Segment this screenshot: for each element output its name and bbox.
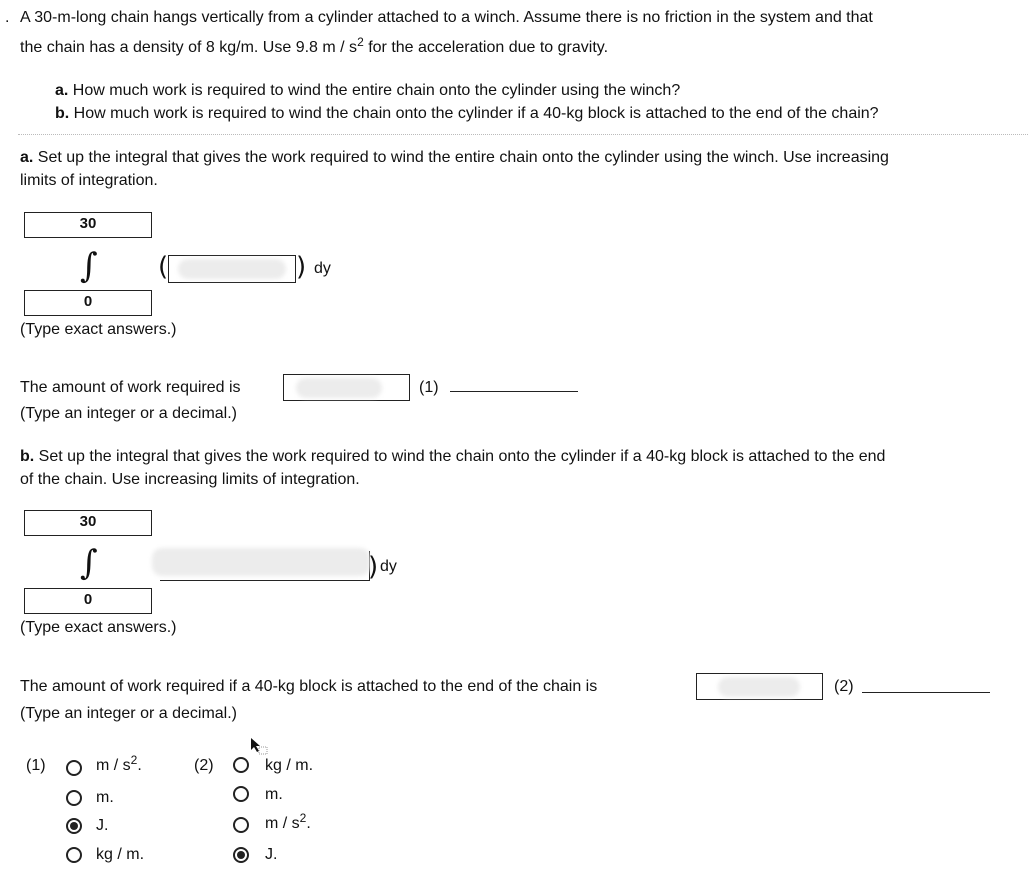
bullet-dot: . [5,9,10,26]
problem-part-b: b. How much work is required to wind the chain onto the cylinder if a 40-kg block is attached to the end of the chain? [55,105,879,122]
choices2-option-kgm: kg / m. [265,757,314,774]
part-b-instruction-line2: of the chain. Use increasing limits of integration. [20,471,360,488]
mouse-pointer-icon [250,737,272,759]
integral-sign-icon: ∫ [80,543,98,583]
choices2-option-m: m. [265,786,283,803]
choices2-radio-kgm[interactable] [233,757,249,773]
part-b-work-hint: (Type an integer or a decimal.) [20,705,237,722]
redacted-area [152,548,370,576]
part-a-upper-limit[interactable]: 30 [24,212,152,238]
choices1-radio-ms2[interactable] [66,760,82,776]
choices2-radio-ms2[interactable] [233,817,249,833]
redacted-area [178,259,286,279]
part-b-unit-marker: (2) [834,678,854,695]
redacted-area [296,378,382,398]
part-a-unit-marker: (1) [419,379,439,396]
part-b-hint: (Type exact answers.) [20,619,177,636]
choices1-radio-j[interactable] [66,818,82,834]
choices2-option-ms2: m / $s^2$. [265,811,311,832]
part-b-upper-limit[interactable]: 30 [24,510,152,536]
choices2-label: (2) [194,757,214,774]
choices1-radio-kgm[interactable] [66,847,82,863]
part-a-work-label: The amount of work required is [20,379,241,396]
part-a-instruction-line2: limits of integration. [20,172,158,189]
choices1-option-kgm: kg / m. [96,846,145,863]
problem-part-a: a. How much work is required to wind the entire chain onto the cylinder using the winch? [55,82,681,99]
choices1-option-m: m. [96,789,114,806]
part-b-unit-blank[interactable] [862,692,990,693]
part-b-work-label: The amount of work required if a 40-kg block is attached to the end of the chain is [20,678,598,695]
close-paren: ) [296,252,307,282]
part-a-dy: dy [314,260,331,277]
choices1-option-j: J. [96,817,109,834]
close-paren: ) [368,552,379,582]
part-a-lower-limit[interactable]: 0 [24,290,152,316]
choices1-option-ms2: m / $s^2$. [96,753,142,774]
part-a-hint: (Type exact answers.) [20,321,177,338]
redacted-area [718,677,800,697]
choices1-radio-m[interactable] [66,790,82,806]
part-b-instruction: b. Set up the integral that gives the work required to wind the chain onto the cylinder if a 40-kg block is attached to the end [20,448,886,465]
choices1-label: (1) [26,757,46,774]
problem-line2: the chain has a density of 8 kg/m. Use 9.8 m / $s^2$ for the acceleration due to gravity. [20,35,609,56]
part-b-lower-limit[interactable]: 0 [24,588,152,614]
choices2-radio-j[interactable] [233,847,249,863]
problem-line1: A 30-m-long chain hangs vertically from a cylinder attached to a winch. Assume there is no friction in the system and that [20,9,873,26]
part-b-dy: dy [380,558,397,575]
divider [18,134,1028,135]
choices2-option-j: J. [265,846,278,863]
part-a-instruction: a. Set up the integral that gives the work required to wind the entire chain onto the cylinder using the winch. Use increasing [20,149,889,166]
choices2-radio-m[interactable] [233,786,249,802]
part-a-unit-blank[interactable] [450,391,578,392]
open-paren: ( [158,252,169,282]
integral-sign-icon: ∫ [80,246,98,286]
part-a-work-hint: (Type an integer or a decimal.) [20,405,237,422]
